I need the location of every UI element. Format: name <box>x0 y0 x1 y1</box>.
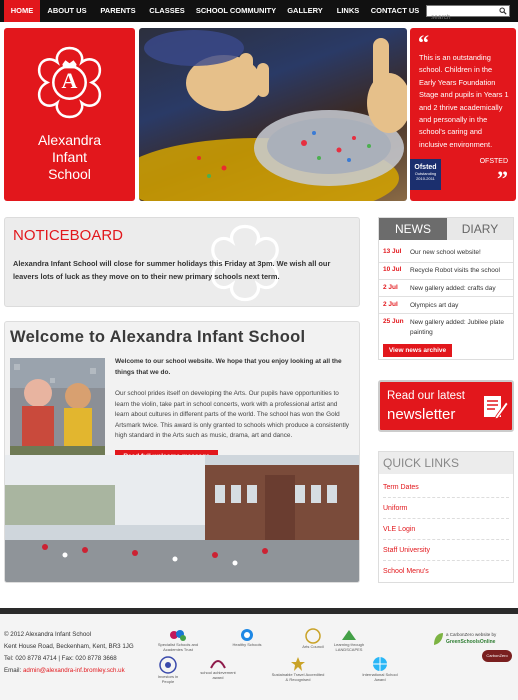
school-logo-panel[interactable] <box>4 28 135 201</box>
footer-phone: Tel: 020 8778 4714 | Fax: 020 8778 3668 <box>4 655 117 662</box>
news-date: 10 Jul <box>383 266 402 273</box>
view-news-archive-button[interactable]: View news archive <box>383 344 452 357</box>
news-item[interactable] <box>379 298 513 314</box>
welcome-lead-text: Welcome to our school website. We hope that you enjoy looking at all the things that we do. <box>115 358 342 376</box>
news-date: 2 Jul <box>383 301 398 308</box>
welcome-body-text: Our school prides itself on developing the Arts. Our pupils have opportunities to learn the violin, take part in school concerts, work with a professional artist and learn about cultures in different parts of the world. The school has won the Gold Artsmark twice. This award is only granted to schools which produce a consistently high standard in the Arts such as music, drama, art and dance. <box>115 390 349 439</box>
welcome-panel <box>4 321 360 583</box>
newsletter-line2: newsletter <box>387 406 456 423</box>
news-item[interactable] <box>379 248 513 263</box>
quick-link-vle-login[interactable]: VLE Login <box>383 519 509 540</box>
noticeboard-title: NOTICEBOARD <box>13 227 124 244</box>
nav-contact-us[interactable]: CONTACT US <box>370 6 420 15</box>
ofsted-quote-panel <box>410 28 516 201</box>
ofsted-outstanding-badge: Ofsted Outstanding 2010-2011 <box>410 159 441 190</box>
tab-diary[interactable]: DIARY <box>447 218 513 240</box>
news-title[interactable]: Our new school website! <box>410 249 481 256</box>
welcome-title: Welcome to Alexandra Infant School <box>10 328 306 346</box>
carbonzero-credit[interactable]: a CarbonZero website by GreenSchoolsOnline <box>432 630 514 650</box>
award-investors-in-people[interactable]: Investors in People <box>155 656 181 684</box>
news-title[interactable]: Olympics art day <box>410 302 459 309</box>
news-item[interactable] <box>379 281 513 297</box>
close-quote-icon: ” <box>497 166 508 191</box>
news-item[interactable] <box>379 264 513 280</box>
award-sustainable-travel[interactable]: Sustainable Travel Accredited & Recognised <box>270 656 326 682</box>
quick-link-staff-university[interactable]: Staff University <box>383 540 509 561</box>
footer <box>0 614 518 700</box>
news-title[interactable]: New gallery added: crafts day <box>410 285 496 292</box>
footer-email-link[interactable]: admin@alexandra-inf.bromley.sch.uk <box>22 667 125 674</box>
footer-email-row: Email: admin@alexandra-inf.bromley.sch.uk <box>4 667 125 674</box>
news-title[interactable]: Recycle Robot visits the school <box>410 267 500 274</box>
nav-classes[interactable]: CLASSES <box>149 6 185 15</box>
noticeboard-text: Alexandra Infant School will close for summer holidays this Friday at 3pm. We wish all our leavers lots of luck as they move on to their new primary schools next term. <box>13 259 331 281</box>
nav-gallery[interactable]: GALLERY <box>287 6 323 15</box>
news-date: 25 Jun <box>383 318 404 325</box>
ofsted-label: OFSTED <box>479 158 508 165</box>
tab-news[interactable]: NEWS <box>379 218 447 240</box>
news-panel <box>378 217 514 360</box>
noticeboard <box>4 217 360 307</box>
quick-links-panel <box>378 451 514 583</box>
nav-school-community[interactable]: SCHOOL COMMUNITY <box>195 6 277 15</box>
nav-about-us[interactable]: ABOUT US <box>47 6 87 15</box>
award-arts-council[interactable]: Arts Council <box>298 628 328 649</box>
newsletter-document-icon <box>482 394 508 420</box>
newsletter-banner[interactable] <box>378 380 514 432</box>
nav-home[interactable]: HOME <box>4 0 40 22</box>
award-school-achievement[interactable]: school achievement award <box>198 656 238 680</box>
quick-link-uniform[interactable]: Uniform <box>383 498 509 519</box>
nav-parents[interactable]: PARENTS <box>100 6 136 15</box>
award-healthy-schools[interactable]: Healthy Schools <box>228 628 266 647</box>
crest-letter: A <box>61 68 78 93</box>
search-icon[interactable] <box>499 7 507 15</box>
search-input[interactable] <box>427 13 495 23</box>
footer-copyright: © 2012 Alexandra Infant School <box>4 631 92 638</box>
quick-link-school-menus[interactable]: School Menu's <box>383 568 429 575</box>
open-quote-icon: “ <box>418 30 429 55</box>
main-nav <box>0 0 518 22</box>
leaf-icon <box>432 632 444 646</box>
footer-address: Kent House Road, Beckenham, Kent, BR3 1JG <box>4 643 134 650</box>
award-specialist-schools[interactable]: Specialist Schools and Academies Trust <box>155 628 201 652</box>
school-name: Alexandra Infant School <box>37 132 102 182</box>
carbonzero-badge: CarbonZero <box>482 650 512 662</box>
news-date: 13 Jul <box>383 248 402 255</box>
news-date: 2 Jul <box>383 284 398 291</box>
mosaic-artwork-image <box>10 358 105 463</box>
award-international-school[interactable]: International School Award <box>362 656 398 682</box>
award-learning-through-landscapes[interactable]: Learning through LANDSCAPES <box>326 628 372 652</box>
school-playground-photo <box>5 455 360 583</box>
news-title[interactable]: New gallery added: Jubilee plate painting <box>410 319 504 336</box>
quick-link-term-dates[interactable]: Term Dates <box>383 477 509 498</box>
ofsted-quote-text: This is an outstanding school. Children in the Early Years Foundation Stage and pupils in Years 1 and 2 thrive academically and personally in the school's caring and inclusive environment. <box>419 53 509 149</box>
quick-links-title: QUICK LINKS <box>379 452 513 474</box>
newsletter-line1: Read our latest <box>387 390 465 402</box>
hero-photo <box>139 28 407 201</box>
news-item[interactable] <box>379 315 513 338</box>
nav-links[interactable]: LINKS <box>336 6 360 15</box>
search-box <box>426 5 510 17</box>
